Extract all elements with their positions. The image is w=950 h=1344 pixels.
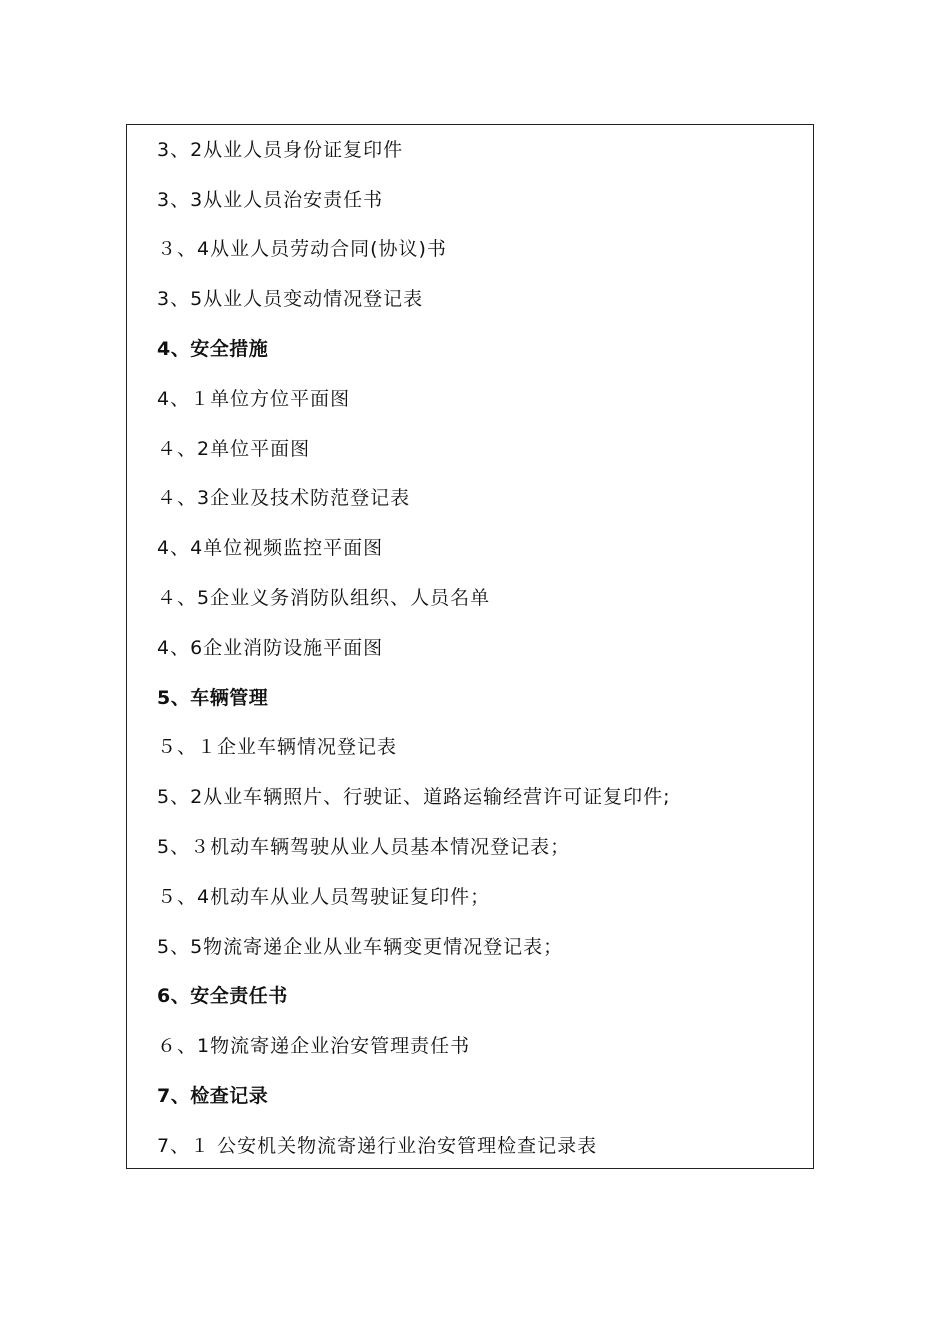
list-item: ５、4机动车从业人员驾驶证复印件； <box>157 886 491 908</box>
list-item: 3、5从业人员变动情况登记表 <box>157 288 424 310</box>
list-item: ５、１企业车辆情况登记表 <box>157 736 398 758</box>
section-heading: 6、安全责任书 <box>157 985 288 1007</box>
list-item: 3、3从业人员治安责任书 <box>157 189 384 211</box>
list-item: ６、1物流寄递企业治安管理责任书 <box>157 1035 471 1057</box>
section-heading: 7、检查记录 <box>157 1085 269 1107</box>
list-item: 5、2从业车辆照片、行驶证、道路运输经营许可证复印件; <box>157 786 671 808</box>
list-item: 4、6企业消防设施平面图 <box>157 637 384 659</box>
list-item: 7、１ 公安机关物流寄递行业治安管理检查记录表 <box>157 1135 598 1157</box>
list-item: ４、5企业义务消防队组织、人员名单 <box>157 587 491 609</box>
list-item: ３、4从业人员劳动合同(协议)书 <box>157 238 447 260</box>
section-heading: 5、车辆管理 <box>157 687 269 709</box>
list-item: 5、5物流寄递企业从业车辆变更情况登记表； <box>157 936 564 958</box>
list-item: 3、2从业人员身份证复印件 <box>157 139 404 161</box>
list-item: 4、１单位方位平面图 <box>157 388 351 410</box>
list-item: 5、３机动车辆驾驶从业人员基本情况登记表； <box>157 836 571 858</box>
list-item: 4、4单位视频监控平面图 <box>157 537 384 559</box>
list-item: ４、2单位平面图 <box>157 438 311 460</box>
content-frame <box>126 124 814 1169</box>
section-heading: 4、安全措施 <box>157 338 269 360</box>
list-item: ４、3企业及技术防范登记表 <box>157 487 411 509</box>
